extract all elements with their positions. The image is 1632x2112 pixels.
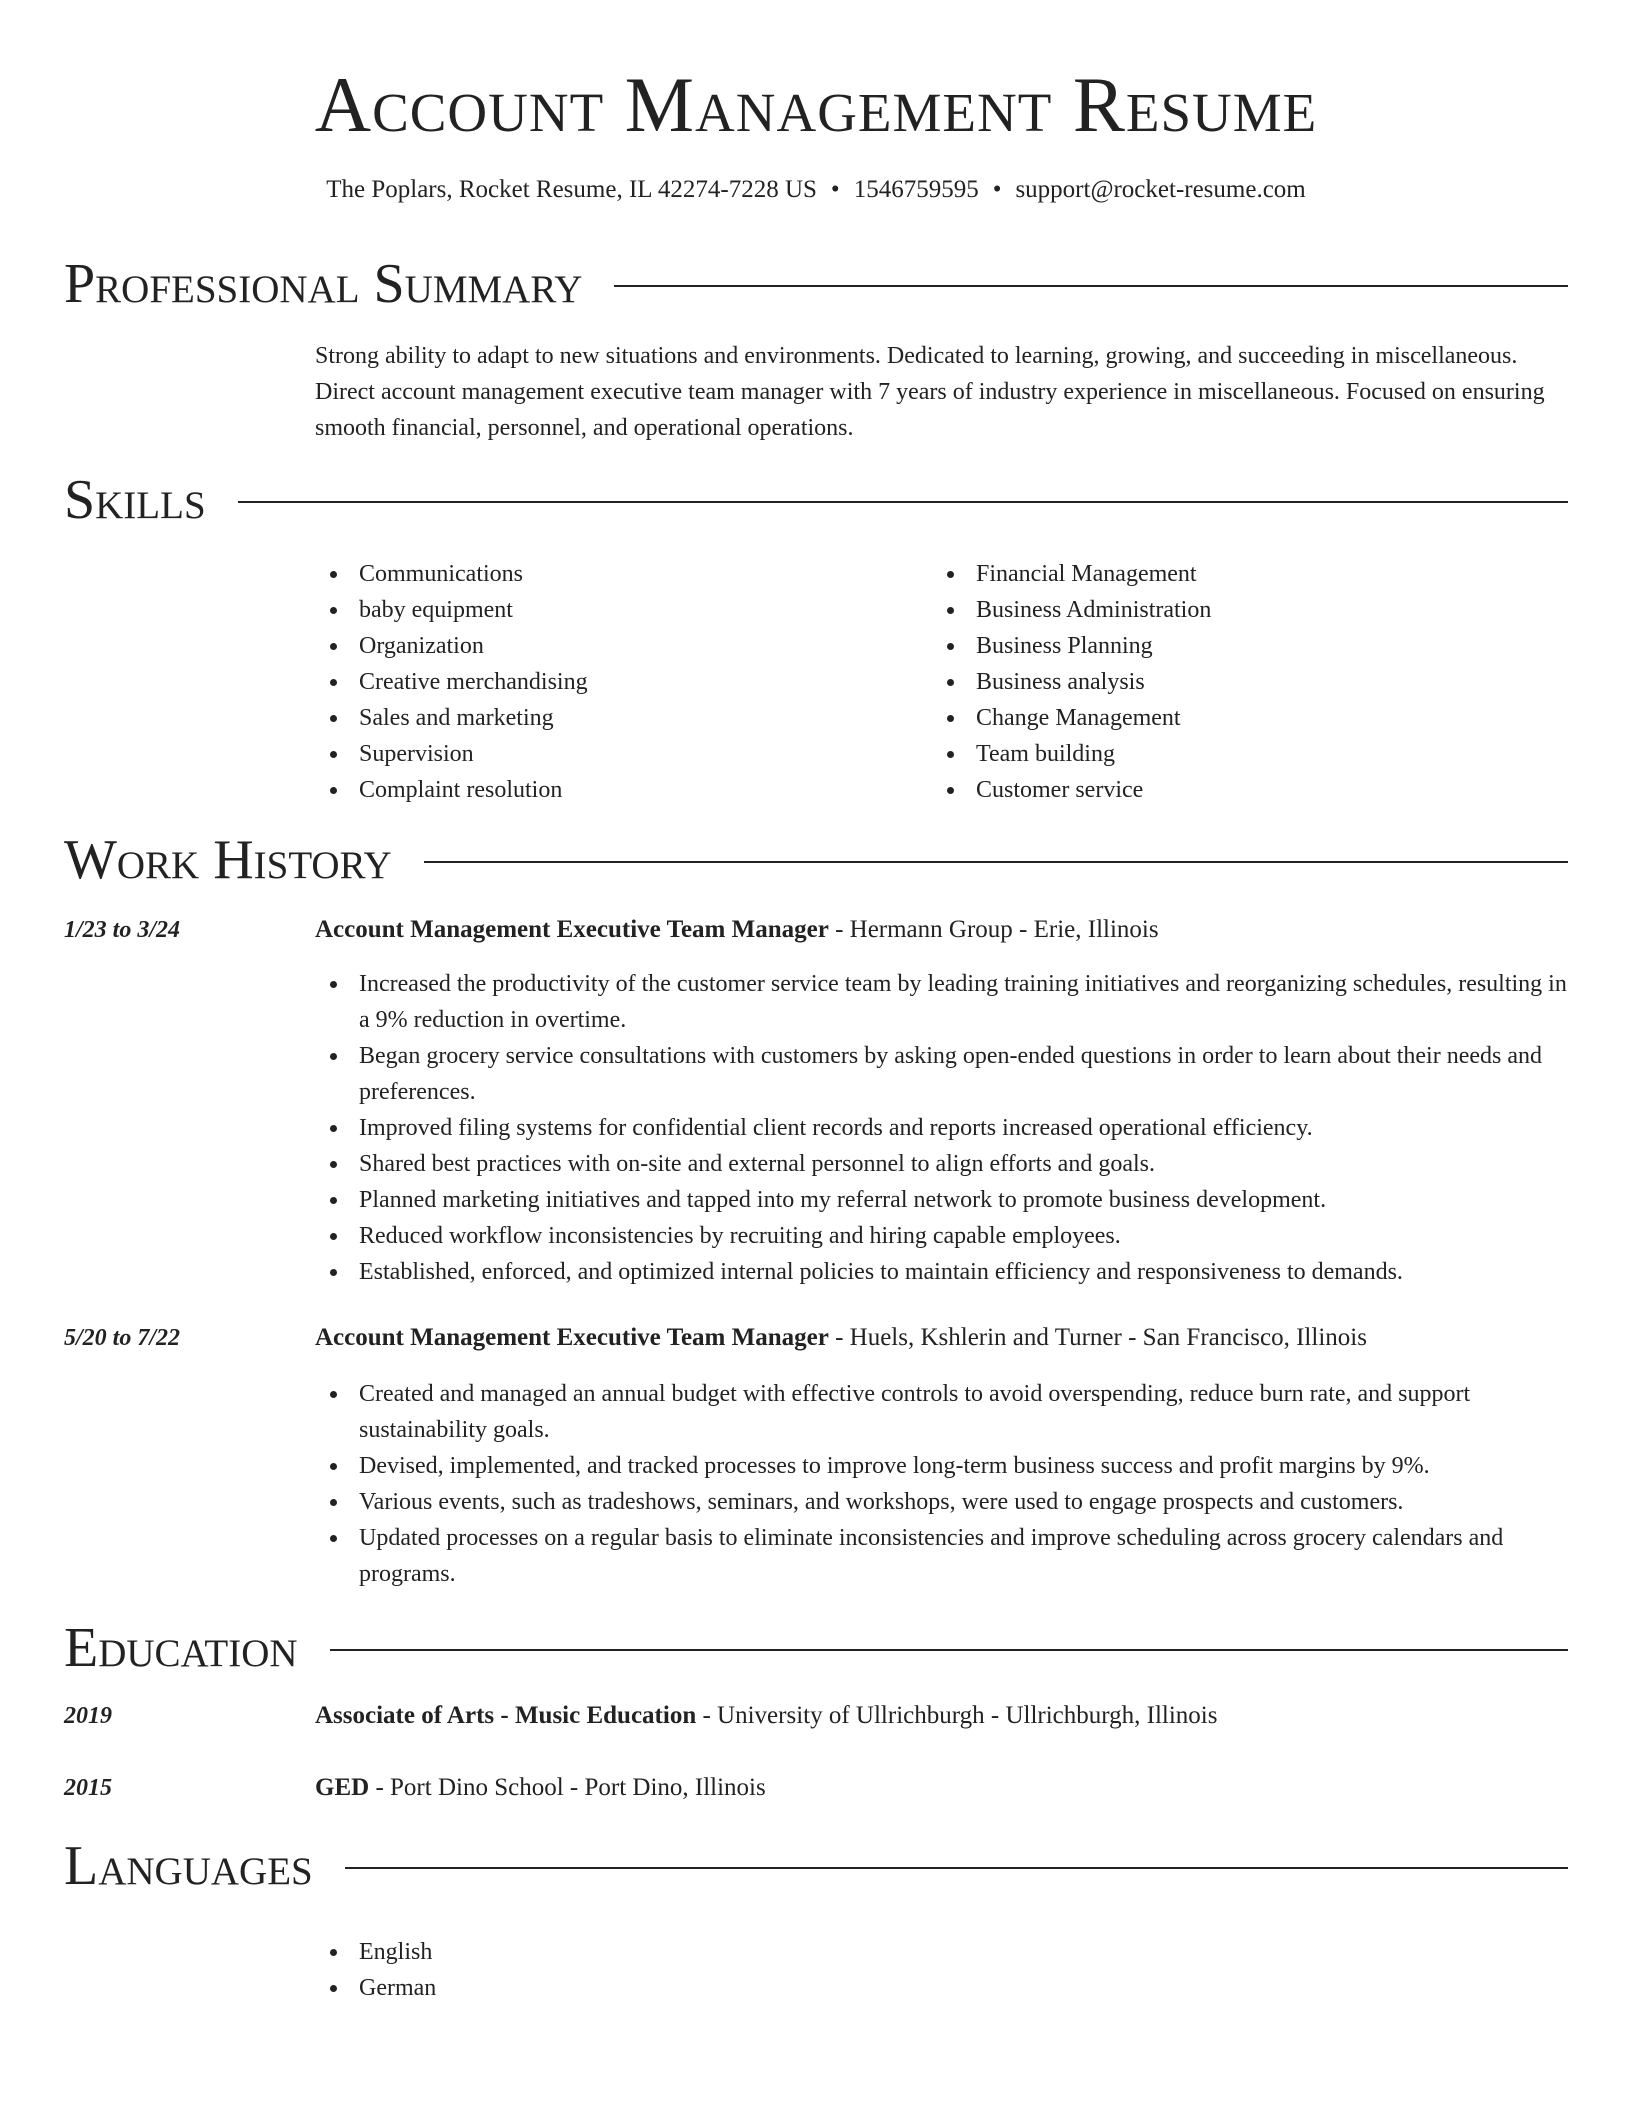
contact-separator: •: [992, 176, 1002, 203]
skill-item: Business analysis: [932, 664, 1572, 700]
job-bullet: Reduced workflow inconsistencies by recruiting and hiring capable employees.: [315, 1218, 1570, 1254]
skill-item: Sales and marketing: [315, 700, 915, 736]
section-title: Skills: [64, 469, 206, 531]
section-divider: [424, 861, 1568, 863]
job-bullet: Various events, such as tradeshows, seminars, and workshops, were used to engage prospects and customers.: [315, 1484, 1570, 1520]
job-bullets: [315, 966, 1570, 1290]
job-employer: - Hermann Group - Erie, Illinois: [828, 916, 1159, 943]
job-bullet: Increased the productivity of the customer service team by leading training initiatives and reorganizing schedules, resulting in a 9% reduction in overtime.: [315, 966, 1570, 1038]
job-bullet: Devised, implemented, and tracked processes to improve long-term business success and profit margins by 9%.: [315, 1448, 1570, 1484]
section-title: Languages: [64, 1835, 313, 1897]
job-bullet: Updated processes on a regular basis to eliminate inconsistencies and improve scheduling across grocery calendars and programs.: [315, 1520, 1570, 1592]
skill-item: Supervision: [315, 736, 915, 772]
section-header-education: [64, 1618, 1568, 1678]
contact-line: [0, 173, 1632, 207]
job-bullet: Created and managed an annual budget with effective controls to avoid overspending, reduce burn rate, and support sustainability goals.: [315, 1376, 1570, 1448]
job-bullet: Improved filing systems for confidential client records and reports increased operational efficiency.: [315, 1110, 1570, 1146]
contact-address: The Poplars, Rocket Resume, IL 42274-7228 US: [326, 176, 817, 203]
languages-list: [315, 1934, 915, 2006]
section-title: Work History: [64, 829, 392, 891]
section-header-languages: [64, 1836, 1568, 1896]
education-school: - University of Ullrichburgh - Ullrichburgh, Illinois: [696, 1702, 1218, 1729]
skill-item: Organization: [315, 628, 915, 664]
language-item: English: [315, 1934, 915, 1970]
job-title: Account Management Executive Team Manager: [315, 1324, 829, 1351]
language-item: German: [315, 1970, 915, 2006]
summary-text: Strong ability to adapt to new situations and environments. Dedicated to learning, growing, and succeeding in miscellaneous. Direct account management executive team manager with 7 years of industry experience in miscellaneous. Focused on ensuring smooth financial, personnel, and operational operations.: [315, 343, 1545, 441]
section-title: Professional Summary: [64, 253, 583, 315]
contact-separator: •: [830, 176, 840, 203]
job-dates: 5/20 to 7/22: [64, 1325, 181, 1351]
contact-email: support@rocket-resume.com: [1015, 176, 1306, 203]
education-year: 2019: [64, 1703, 112, 1729]
resume-title: Account Management Resume: [314, 61, 1318, 148]
section-header-skills: [64, 470, 1568, 530]
skill-item: Business Administration: [932, 592, 1572, 628]
skill-item: Team building: [932, 736, 1572, 772]
skill-item: baby equipment: [315, 592, 915, 628]
skill-item: Change Management: [932, 700, 1572, 736]
job-title: Account Management Executive Team Manager: [315, 916, 829, 943]
section-divider: [614, 285, 1568, 287]
job-title-line: [315, 912, 1570, 948]
skill-item: Financial Management: [932, 556, 1572, 592]
job-bullets: [315, 1376, 1570, 1592]
contact-phone: 1546759595: [853, 176, 979, 203]
section-title: Education: [64, 1617, 298, 1679]
job-bullet: Planned marketing initiatives and tapped into my referral network to promote business development.: [315, 1182, 1570, 1218]
skill-item: Communications: [315, 556, 915, 592]
job-dates: 1/23 to 3/24: [64, 917, 181, 943]
skill-item: Customer service: [932, 772, 1572, 808]
education-degree: Associate of Arts - Music Education: [315, 1702, 697, 1729]
skill-item: Business Planning: [932, 628, 1572, 664]
skills-list-left: [315, 556, 915, 808]
job-employer: - Huels, Kshlerin and Turner - San Francisco, Illinois: [828, 1324, 1367, 1351]
section-header-summary: [64, 254, 1568, 314]
education-degree: GED: [315, 1774, 370, 1801]
job-bullet: Began grocery service consultations with customers by asking open-ended questions in order to learn about their needs and preferences.: [315, 1038, 1570, 1110]
section-divider: [345, 1867, 1568, 1869]
section-divider: [330, 1649, 1568, 1651]
education-school: - Port Dino School - Port Dino, Illinois: [369, 1774, 766, 1801]
job-title-line: [315, 1320, 1570, 1356]
job-bullet: Shared best practices with on-site and external personnel to align efforts and goals.: [315, 1146, 1570, 1182]
skill-item: Complaint resolution: [315, 772, 915, 808]
section-divider: [238, 501, 1568, 503]
section-header-work: [64, 830, 1568, 890]
education-year: 2015: [64, 1775, 112, 1801]
skills-list-right: [932, 556, 1572, 808]
education-line: [315, 1770, 1570, 1806]
job-bullet: Established, enforced, and optimized internal policies to maintain efficiency and responsiveness to demands.: [315, 1254, 1570, 1290]
education-line: [315, 1698, 1570, 1734]
skill-item: Creative merchandising: [315, 664, 915, 700]
